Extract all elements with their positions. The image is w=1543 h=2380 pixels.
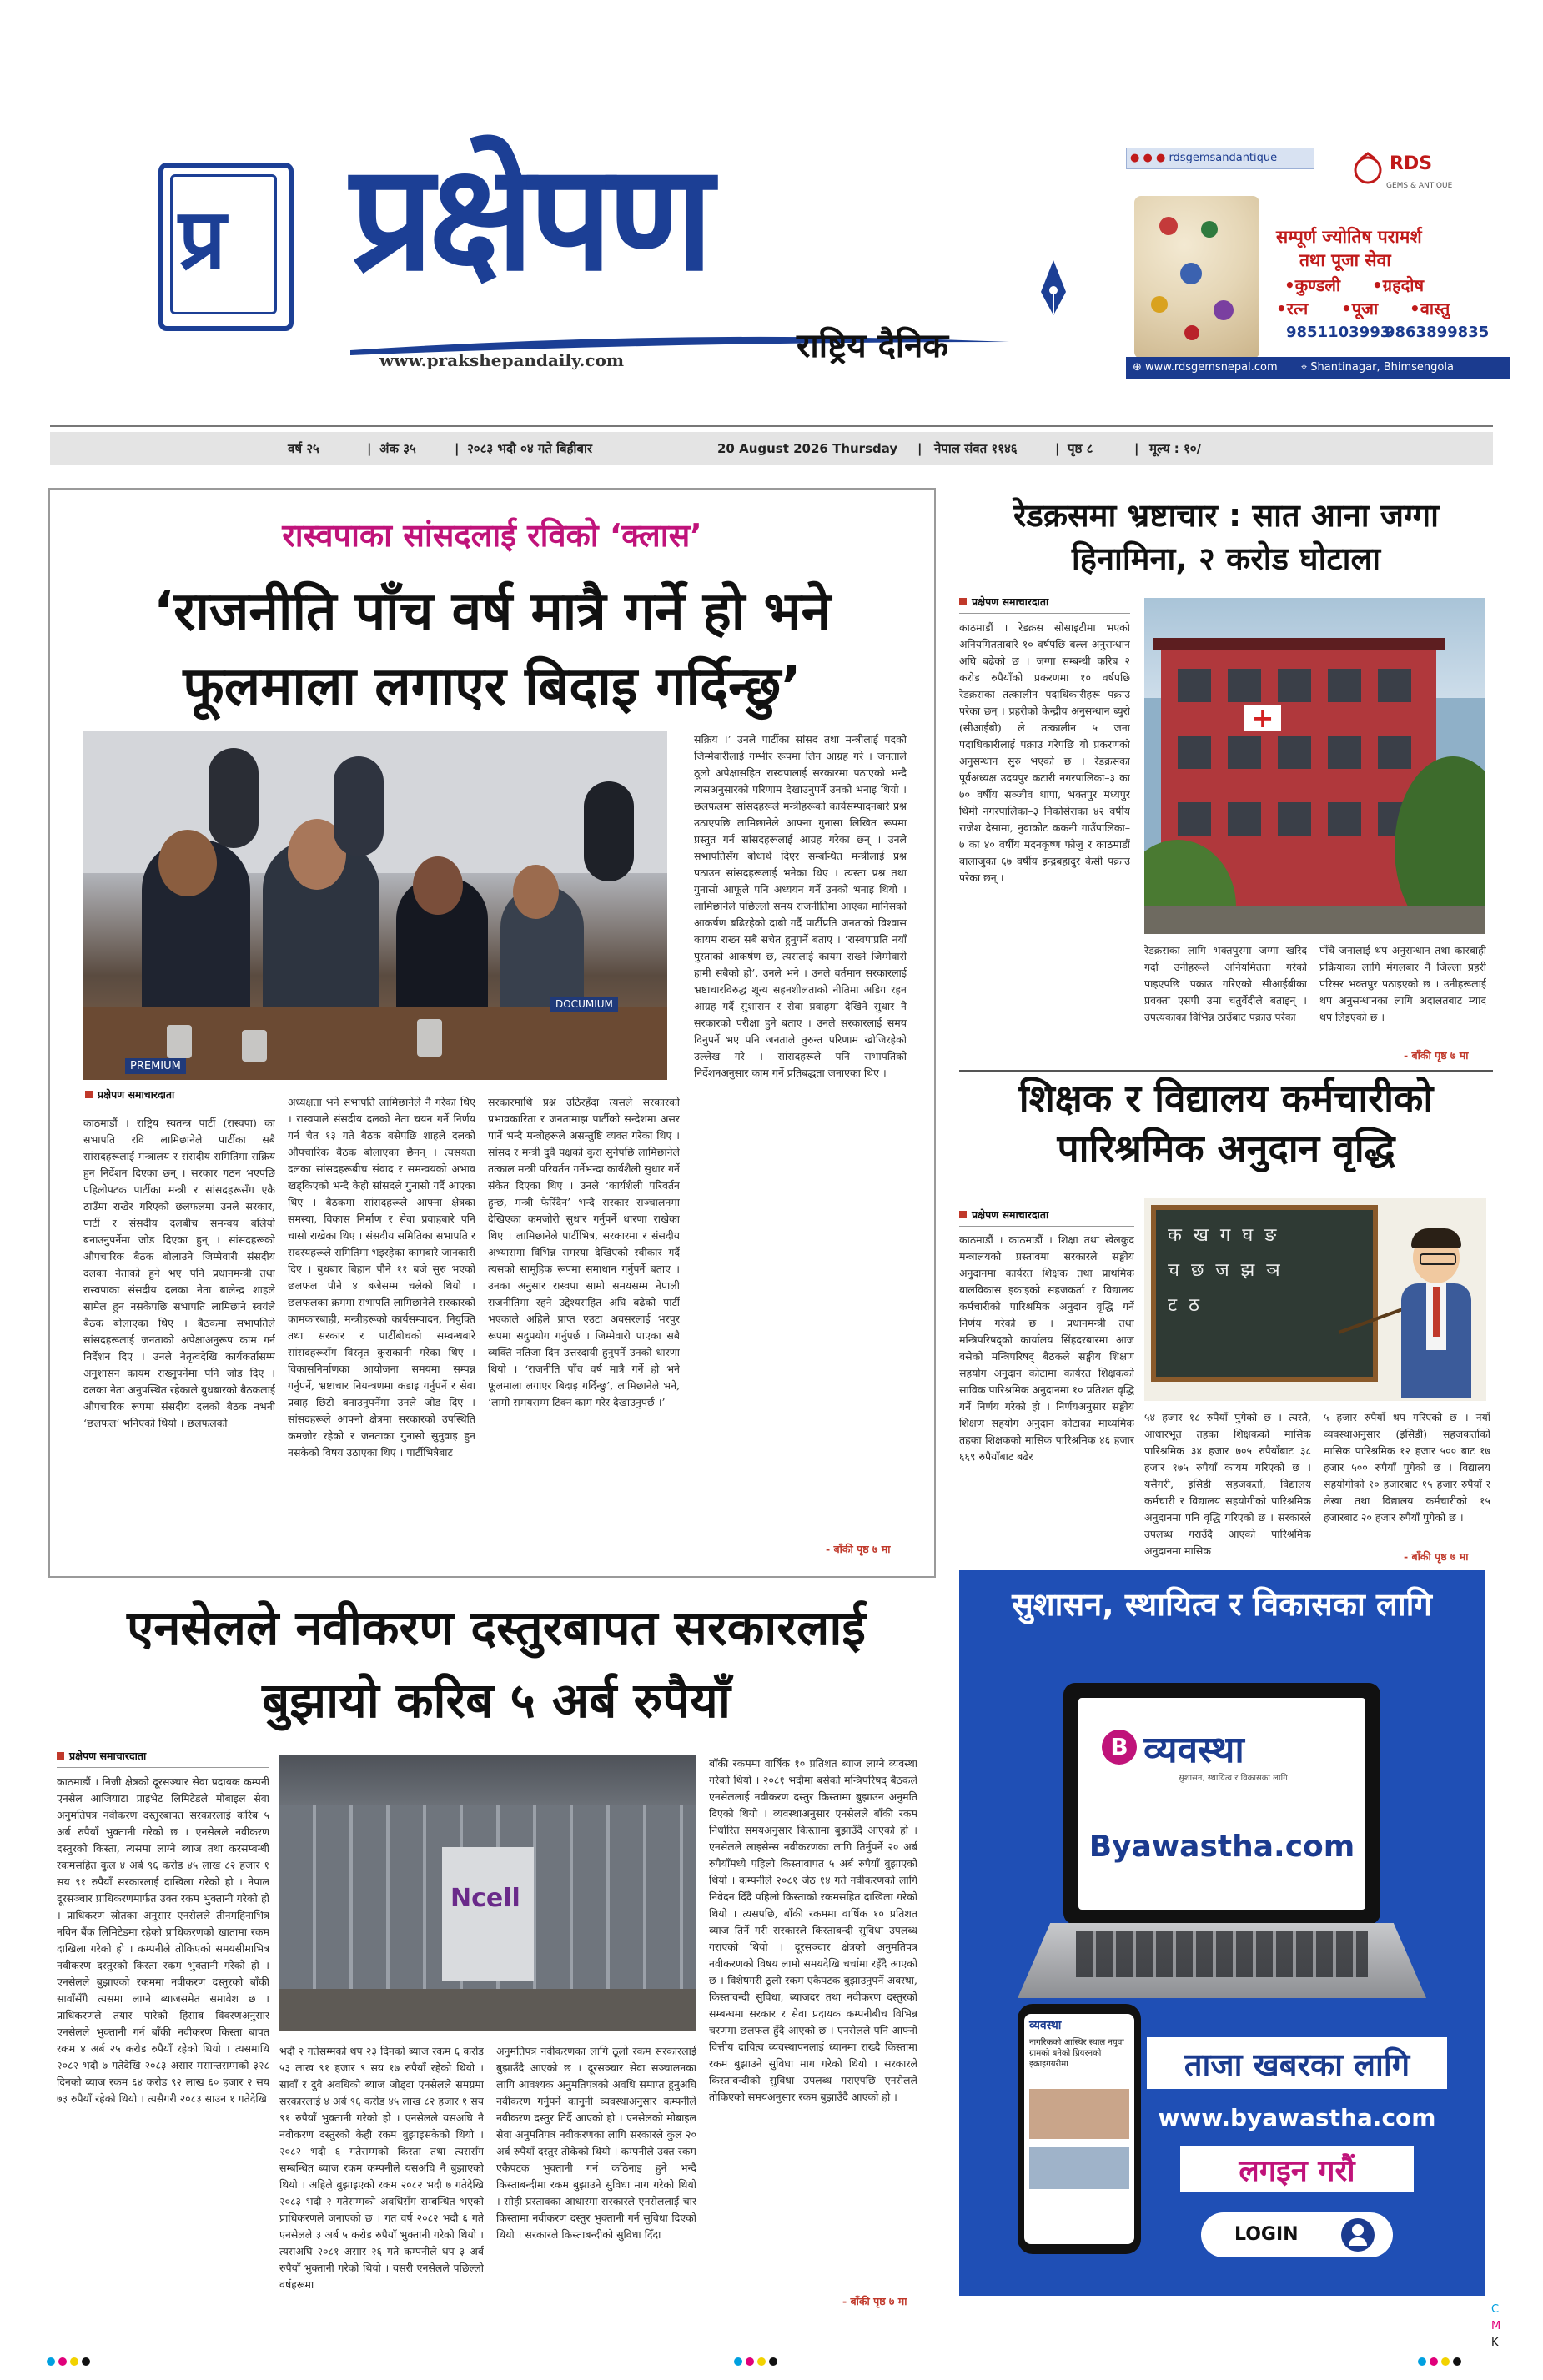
dateline-sep: | (1134, 441, 1139, 456)
cta-box-1 (1147, 2037, 1447, 2089)
ncell-byline: प्रक्षेपण समाचारदाता (57, 1749, 146, 1763)
ncell-sign-text: Ncell (450, 1884, 520, 1913)
teacher-tie (1433, 1287, 1440, 1337)
redcross-continued[interactable]: - बाँकी पृष्ठ ७ मा (1404, 1049, 1469, 1062)
color-dot (1418, 2357, 1426, 2366)
dateline-top-rule (50, 425, 1493, 427)
ncell-photo (279, 1755, 696, 2031)
photo-person (413, 856, 463, 915)
redcross-byline-rule (959, 613, 1130, 614)
dateline-issue: अंक ३५ (379, 441, 416, 456)
cmk-c: C (1491, 2303, 1500, 2316)
byawastha-brand-sub: सुशासन, स्थायित्व र विकासका लागि (1179, 1774, 1288, 1783)
gems-headline-1: सम्पूर्ण ज्योतिष परामर्श (1276, 227, 1422, 247)
gems-headline-2: तथा पूजा सेवा (1299, 250, 1391, 270)
cmk-mark (1491, 2302, 1500, 2352)
gems-service-3: •रत्न (1276, 299, 1309, 319)
photo-window-row (1178, 669, 1420, 702)
gems-service-1: •कुण्डली (1284, 275, 1341, 295)
teacher-hair (1411, 1228, 1461, 1248)
phone-article-image (1029, 2089, 1129, 2139)
phone-article-image (1029, 2147, 1129, 2189)
ncell-column-1: काठमाडौं । निजी क्षेत्रको दूरसञ्चार सेवा प्रदायक कम्पनी एनसेल आजियाटा प्राइभेट लिमिटेडले मोबाइल सेवा अनुमतिपत्र नवीकरण दस्तुरबापत सरकारलाई करिब ५ अर्ब रुपैयाँ भुक्तानी गरेको छ । एनसेलले नवीकरण दस्तुरको किस्ता, त्यसमा लाग्ने ब्याज तथा करसम्बन्धी रकमसहित कुल ४ अर्ब ९६ करोड ४५ लाख ८२ हजार १ सय ९१ रुपैयाँ सरकारलाई दाखिला गरेको हो । नेपाल दूरसञ्चार प्राधिकरणमार्फत उक्त रकम भुक्तानी गरेको हो । प्राधिकरण स्रोतका अनुसार एनसेलले तीनमहिनाभित्र नविन बैंक लिमिटेडमा रहेको प्राधिकरणको खातामा रकम दाखिला गरेको हो । कम्पनीले तोकिएको समयसीमाभित्र नवीकरण दस्तुरको किस्ता रकम भुक्तानी गरेको हो । एनसेलले बुझाएको रकममा नवीकरण दस्तुरको बाँकी सावाँसँगै त्यसमा लाग्ने ब्याजसमेत समावेश छ । प्राधिकरणले तयार पारेको हिसाब विवरणअनुसार एनसेलले भुक्तानी गर्न बाँकी नवीकरण किस्ता बापत रकम ४ अर्ब २५ करोड रुपैयाँ रहेको थियो । त्यसमाथि २०८२ भदौ ७ गतेदेखि २०८३ असार मसान्तसम्मको ३२८ दिनको ब्याज रकम ६४ करोड ९२ लाख ६० हजार २ सय ७३ रुपैयाँ रहेको थियो । त्यसैगरी २०८३ साउन १ गतेदेखि (57, 1775, 269, 2105)
color-dot (1441, 2357, 1450, 2366)
gem-stone (1201, 221, 1218, 238)
photo-roof (1153, 638, 1445, 650)
cta-text-1: ताजा खबरका लागि (1184, 2046, 1410, 2083)
masthead-website[interactable]: www.prakshepandaily.com (379, 350, 625, 370)
gems-phone-2[interactable]: 9863899835 (1385, 324, 1490, 341)
dateline-english-date: 20 August 2026 Thursday (717, 441, 898, 456)
photo-glass (417, 1019, 442, 1057)
color-dot (58, 2357, 67, 2366)
teachers-column-3: ५ हजार रुपैयाँ थप गरिएको छ । नयाँ व्यवस्थाअनुसार (इसिडी) सहजकर्ताको मासिक पारिश्रमिक १२ हजार ५०० बाट १७ हजार ५०० रुपैयाँ पुगेको छ । विद्यालय सहयोगीको १० हजारबाट १५ हजार रुपैयाँ र लेखा तथा विद्यालय कर्मचारीको १५ हजारबाट २० हजार रुपैयाँ पुगेको छ । (1324, 1411, 1490, 1524)
chalkboard-row-2: च छ ज झ ञ (1168, 1260, 1280, 1281)
gems-service-2: •ग्रहदोष (1372, 275, 1425, 295)
dateline-nepal-sambat: नेपाल संवत ११४६ (934, 441, 1018, 456)
redcross-column-1: काठमाडौं । रेडक्रस सोसाइटीमा भएको अनियमितताबारे १० वर्षपछि बल्ल अनुसन्धान अघि बढेको छ । जग्गा सम्बन्धी करिब २ करोड रुपैयाँको प्रकरणमा १० वर्षपछि रेडक्रसका तत्कालीन पदाधिकारीहरू पक्राउ परेका छन् । प्रहरीको केन्द्रीय अनुसन्धान ब्युरो (सीआईबी) ले तत्कालीन ५ जना पदाधिकारीलाई पक्राउ गरेपछि यो प्रकरणको अनुसन्धान सुरु भएको छ । रेडक्रसका पूर्वअध्यक्ष उदयपुर कटारी नगरपालिका–३ का ७० वर्षीय सञ्जीव थापा, भक्तपुर मध्यपुर थिमी नगरपालिका–३ निकोसेराका ४२ वर्षीय राजेश देसामा, नुवाकोट ककनी गाउँपालिका–७ का ४० वर्षीय मदनकृष्ण फोजु र काठमाडौं बालाजुका ६७ वर्षीय इन्द्रबहादुर केसी पक्राउ परेका छन् । (959, 621, 1130, 884)
pen-nib-icon (1038, 259, 1068, 317)
gems-service-4: •पूजा (1341, 299, 1379, 319)
photo-canopy (279, 1755, 696, 1805)
lead-byline: प्रक्षेपण समाचारदाता (85, 1087, 174, 1102)
gems-photo (1134, 196, 1259, 359)
lead-kicker: रास्वपाका सांसदलाई रविको ‘क्लास’ (282, 517, 702, 554)
photo-label-premium: PREMIUM (125, 1058, 186, 1074)
gem-stone (1184, 325, 1199, 340)
redcross-headline-1: रेडक्रसमा भ्रष्टाचार : सात आना जग्गा (1013, 497, 1439, 534)
red-cross-symbol: + (1251, 702, 1274, 734)
photo-glass (242, 1030, 267, 1062)
user-icon (1341, 2218, 1375, 2252)
redcross-story (959, 488, 1501, 1063)
dateline-sep: | (367, 441, 372, 456)
red-cross-sign (1244, 702, 1281, 734)
gems-service-5: •वास्तु (1410, 299, 1450, 319)
teacher-glasses (1420, 1253, 1456, 1265)
logo-emblem (158, 163, 294, 331)
color-dot (70, 2357, 78, 2366)
redcross-headline-2: हिनामिना, २ करोड घोटाला (1071, 540, 1381, 577)
dateline-bar (50, 432, 1493, 465)
phone-mockup (1018, 2004, 1141, 2254)
photo-ground (279, 1989, 696, 2031)
color-dot (769, 2357, 777, 2366)
color-dot (757, 2357, 766, 2366)
lead-story (48, 488, 936, 1578)
dateline-sep: | (455, 441, 460, 456)
dateline-page: पृष्ठ ८ (1068, 441, 1093, 456)
photo-glass (167, 1025, 192, 1058)
gem-stone (1180, 263, 1202, 284)
user-icon-head (1352, 2224, 1364, 2236)
lead-headline-2: फूलमाला लगाएर बिदाइ गर्दिन्छु’ (183, 656, 802, 718)
laptop-display (1078, 1698, 1365, 1910)
cta-text-2: लगइन गरौं (1239, 2154, 1355, 2188)
gems-logo (1351, 148, 1451, 198)
lead-column-3: सरकारमाथि प्रश्न उठिरहँदा त्यसले सरकारको प्रभावकारिता र जनतामाझ पार्टीको सन्देशमा असर पार्ने भन्दै मन्त्रीहरूले असन्तुष्टि व्यक्त गरेका थिए । सांसद र मन्त्री दुवै पक्षको कुरा सुनेपछि लामिछानेले तत्काल मन्त्री परिवर्तन गर्नेभन्दा कार्यशैली सुधार गर्ने संकेत दिएका थिए । उनले ‘कार्यशैली परिवर्तन हुन्छ, मन्त्री फेरिँदैन’ भन्दै सरकार सञ्चालनमा देखिएका कमजोरी सुधार गर्नुपर्ने धारणा राखेका थिए । लामिछानेले पार्टीभित्र, सरकारमा र संसदीय अभ्यासमा विभिन्न समस्या देखिएको स्वीकार गर्दै त्यसको सामूहिक रूपमा समाधान गर्नुपर्ने बताए । उनका अनुसार रास्वपा सामो समयसम्म नेपाली राजनीतिमा रहने उद्देश्यसहित अघि बढेको पार्टी भएकाले अहिले प्राप्त एउटा अवसरलाई भरपुर रूपमा सदुपयोग गर्नुपर्छ । जिम्मेवारी पाएका सबै व्यक्ति नतिजा दिन उत्तरदायी हुनुपर्ने उनको धारणा थियो । ‘राजनीति पाँच वर्ष मात्रै गर्ने हो भने फूलमाला लगाएर बिदाइ गर्दिन्छु’, लामिछानेले भने, ‘लामो समयसम्म टिक्न काम गरेर देखाउनुपर्छ ।’ (488, 1096, 680, 1408)
phone-header: व्यवस्था (1029, 2019, 1062, 2032)
masthead-tagline: राष्ट्रिय दैनिक (797, 327, 949, 365)
ncell-byline-rule (57, 1767, 269, 1768)
photo-person (334, 756, 384, 856)
teachers-headline-1: शिक्षक र विद्यालय कर्मचारीको (1018, 1076, 1434, 1121)
cmk-k: K (1491, 2337, 1499, 2349)
gems-logo-mark: RDS (1390, 153, 1433, 174)
ncell-headline-1: एनसेलले नवीकरण दस्तुरबापत सरकारलाई (127, 1599, 866, 1656)
photo-person (513, 865, 559, 919)
login-label[interactable]: LOGIN (1234, 2224, 1299, 2245)
lead-column-4: सक्रिय ।’ उनले पार्टीका सांसद तथा मन्त्रीलाई पदको जिम्मेवारीलाई गम्भीर रूपमा लिन आग्रह गरे । जनताले ठूलो अपेक्षासहित रास्वपालाई सरकारमा पठाएको भन्दै त्यसअनुसारको परिणाम देखाउनुपर्ने उनको भनाइ थियो । छलफलमा सांसदहरूले मन्त्रीहरूको कार्यसम्पादनबारे प्रश्न उठाएपछि लामिछानेले आफ्ना गुनासा लिखित रूपमा प्रस्तुत गर्न सांसदहरूलाई आग्रह गरेका छन् । उनले सभापतिसँग बोधार्थ दिएर सम्बन्धित मन्त्रीलाई प्रश्न पठाउन सांसदहरूलाई भनेका थिए । त्यस्ता प्रश्न तथा गुनासो आफूले पनि अध्ययन गर्ने उनको भनाइ थियो । लामिछानेले पछिल्लो समय राजनीतिमा आएका मानिसको आकर्षण बढिरहेको दाबी गर्दै पार्टीप्रति जनताको विश्वास कायम राख्न सबै सचेत हुनुपर्ने बताए । ‘रास्वपाप्रति नयाँ पुस्ताको आकर्षण छ, त्यसलाई कायम राख्ने जिम्मेवारी हामी सबैको हो’, उनले भने । उनले वर्तमान सरकारलाई भ्रष्टाचारविरुद्ध शून्य सहनशीलताको नीतिमा अडिग रहन आग्रह गर्दै सुशासन र सेवा प्रवाहमा देखिने सुधार नै सरकारको परीक्षा हुने बताए । उनले सरकारलाई समय दिनुपर्ने भए पनि जनताले तुरुन्त परिणाम खोजिरहेको उल्लेख गरे । सांसदहरूले पनि सभापतिको निर्देशनअनुसार काम गर्ने प्रतिबद्धता जनाएका थिए । (694, 733, 907, 1079)
registration-mark-right (1418, 2353, 1465, 2369)
laptop-keys (1076, 1931, 1368, 1977)
color-dot (1453, 2357, 1461, 2366)
teachers-column-1: काठमाडौं । काठमाडौं । शिक्षा तथा खेलकुद मन्त्रालयको प्रस्तावमा सरकारले सङ्घीय अनुदानमा कार्यरत शिक्षक तथा प्राथमिक बालविकास इकाइको सहजकर्ता र विद्यालय कर्मचारीको पारिश्रमिक अनुदान वृद्धि गर्ने निर्णय गरेको छ । प्रधानमन्त्री तथा मन्त्रिपरिषद्को कार्यालय सिंहदरबारमा आज बसेको मन्त्रिपरिषद् बैठकले सङ्घीय शिक्षण सहयोग अनुदान कोटामा कार्यरत शिक्षकको साविक पारिश्रमिक अनुदानमा १० प्रतिशत वृद्धि गर्ने निर्णय गरेको हो । निर्णयअनुसार सङ्घीय शिक्षण सहयोग अनुदान कोटाका माध्यमिक तहका शिक्षकको मासिक पारिश्रमिक ४६ हजार ६६९ रुपैयाँबाट बढेर (959, 1233, 1134, 1463)
teachers-illustration (1144, 1198, 1486, 1401)
teacher-figure (1395, 1232, 1478, 1398)
ncell-sign-panel (442, 1847, 534, 1981)
redcross-column-2: रेडक्रसका लागि भक्तपुरमा जग्गा खरिद गर्दा उनीहरूले अनियमितता गरेको पाइएपछि पक्राउ गरिएको सीआईबीका प्रवक्ता एसपी उमा चतुर्वेदीले बताइन् । उपत्यकाका विभिन्न ठाउँबाट पक्राउ परेका (1144, 944, 1307, 1023)
byawastha-site[interactable]: www.byawastha.com (1158, 2104, 1436, 2131)
lead-continued[interactable]: - बाँकी पृष्ठ ७ मा (826, 1543, 891, 1555)
chalkboard-row-1: क ख ग घ ङ (1168, 1225, 1277, 1246)
color-dot (734, 2357, 742, 2366)
color-dot (746, 2357, 754, 2366)
photo-person (209, 748, 259, 848)
cmk-m: M (1491, 2320, 1501, 2332)
teachers-byline: प्रक्षेपण समाचारदाता (959, 1208, 1048, 1222)
location-icon: ⌖ (1300, 361, 1311, 374)
byawastha-banner: सुशासन, स्थायित्व र विकासका लागि (1012, 1586, 1432, 1623)
logo-letter: प्र (178, 190, 226, 288)
phone-screen (1024, 2014, 1134, 2244)
gems-brand-sub: GEMS & ANTIQUE (1386, 182, 1453, 190)
lead-column-2: अध्यक्षता भने सभापति लामिछानेले नै गरेका थिए । रास्वपाले संसदीय दलको नेता चयन गर्ने निर्णय गर्न चैत १३ गते बैठक बसेपछि शाहले दलको औपचारिक बैठक बोलाएका छैनन् । त्यसयता दलका सांसदहरूबीच संवाद र समन्वयको अभाव खड्किएको भन्दै केही सांसदले गुनासो गर्दै आएका थिए । बैठकमा सांसदहरूले आफ्ना क्षेत्रका समस्या, विकास निर्माण र सेवा प्रवाहबारे पनि चासो राखेका थिए । संसदीय समितिका सभापति र सदस्यहरूले समितिमा भइरहेका कामबारे जानकारी दिए । बुधबार बिहान पौने ११ बजे सुरु भएको छलफल पौने ४ बजेसम्म चलेको थियो । छलफलका क्रममा सभापति लामिछानेले सरकारको कामकारबाही, मन्त्रीहरूको कार्यसम्पादन, नियुक्ति तथा सरकार र पार्टीबीचको सम्बन्धबारे सांसदहरूसँग विस्तृत कुराकानी गरेका थिए । विकासनिर्माणका आयोजना समयमा सम्पन्न गर्नुपर्ने, भ्रष्टाचार नियन्त्रणमा कडाइ गर्नुपर्ने र सेवा प्रवाह छिटो बनाउनुपर्नेमा उनले जोड दिए । सांसदहरूले आफ्नो क्षेत्रमा सरकारको उपस्थिति कमजोर रहेको र जनताका गुनासो सुनुवाइ हुन नसकेको विषय उठाएका थिए । पार्टीभित्रैबाट (288, 1096, 475, 1459)
lead-column-1: काठमाडौं । राष्ट्रिय स्वतन्त्र पार्टी (रास्वपा) का सभापति रवि लामिछानेले पार्टीका सबै सांसदहरूलाई मन्त्रालय र संसदीय समितिमा सक्रिय हुन निर्देशन दिएका छन् । सरकार गठन भएपछि पहिलोपटक पार्टीका मन्त्री र सांसदहरूसँग एकै ठाउँमा राखेर गरिएको छलफलमा उनले सरकार, पार्टी र संसदीय दलबीच समन्वय बलियो बनाउनुपर्नेमा जोड दिएका हुन् । सांसदहरूको औपचारिक बैठक बोलाउने जिम्मेवारी संसदीय दलका नेताको हुने भए पनि प्रधानमन्त्री तथा रास्वपाका संसदीय दलका नेता बालेन्द्र शाहले सामेल हुन नसकेपछि सभापति लामिछाने स्वयंले बैठक बोलाएका थिए । बैठकमा सभापतिले सांसदहरूलाई जनताको अपेक्षाअनुरूप काम गर्न निर्देशन दिए । उनले नेतृत्वदेखि कार्यकर्तासम्म अनुशासन कायम राख्नुपर्नेमा पनि जोड दिए । दलका नेता अनुपस्थित रहेकाले बुधबारको बैठकलाई औपचारिक रूपमा संसदीय दलको बैठक नभनी ‘छलफल’ भनिएको थियो । छलफलको (83, 1117, 275, 1429)
color-dot (1430, 2357, 1438, 2366)
gems-site[interactable]: www.rdsgemsnepal.com (1145, 361, 1278, 374)
laptop-screen (1063, 1683, 1380, 1925)
teachers-column-2: ५४ हजार १८ रुपैयाँ पुगेको छ । त्यस्तै, आधारभूत तहका शिक्षकको मासिक पारिश्रमिक ३४ हजार ७०५ रुपैयाँबाट ३८ हजार १७५ रुपैयाँ कायम गरिएको छ । यसैगरी, इसिडी सहजकर्ता, विद्यालय कर्मचारी र विद्यालय सहयोगीको पारिश्रमिक अनुदानमा पनि वृद्धि गरिएको छ । सरकारले उपलब्ध गराउँदै आएको पारिश्रमिक अनुदानमा मासिक (1144, 1411, 1311, 1557)
color-dot (47, 2357, 55, 2366)
login-button[interactable] (1201, 2212, 1393, 2257)
photo-label-documium: DOCUMIUM (550, 997, 618, 1012)
photo-window-row (1178, 736, 1420, 769)
gems-address: Shantinagar, Bhimsengola (1310, 361, 1454, 374)
ncell-headline-2: बुझायो करिब ५ अर्ब रुपैयाँ (262, 1672, 731, 1729)
byawastha-logo-icon: B (1102, 1730, 1137, 1765)
gems-footer (1126, 357, 1510, 379)
ncell-column-4: बाँकी रकममा वार्षिक १० प्रतिशत ब्याज लाग्ने व्यवस्था गरेको थियो । २०८१ भदौमा बसेको मन्त्रिपरिषद् बैठकले एनसेललाई नवीकरण दस्तुर किस्तामा बुझाउन अनुमति दिएको थियो । व्यवस्थाअनुसार एनसेलले बाँकी रकम निर्धारित समयअनुसार किस्तामा बुझाउँदै आएको हो । एनसेलले लाइसेन्स नवीकरणका लागि तिर्नुपर्ने २० अर्ब रुपैयाँमध्ये पहिलो किस्तावापत ५ अर्ब रुपैयाँ बुझाएको थियो । कम्पनीले २०८१ जेठ १४ गते नवीकरणको लागि निवेदन दिँदै पहिलो किस्ताको रकमसहित दाखिला गरेको थियो । त्यसपछि, बाँकी रकममा वार्षिक १० प्रतिशत ब्याज तिर्ने गरी सरकारले किस्ताबन्दी सुविधा उपलब्ध गराएको थियो । दूरसञ्चार क्षेत्रको अनुमतिपत्र नवीकरणको विषय लामो समयदेखि चर्चामा रहँदै आएको छ । विशेषगरी ठूलो रकम एकैपटक बुझाउनुपर्ने अवस्था, किस्तावन्दी सुविधा, ब्याजदर तथा नवीकरण दस्तुरको सम्बन्धमा सरकार र सेवा प्रदायक कम्पनीबीच विभिन्न चरणमा छलफल हुँदै आएको छ । एनसेलले पनि आफ्नो वित्तीय दायित्व व्यवस्थापनलाई ध्यानमा राख्दै किस्तामा रकम बुझाउने सुविधा माग गरेको थियो । सरकारले किस्तावन्दीको सुविधा उपलब्ध गराएपछि एनसेलले तोकिएको समयअनुसार रकम बुझाउँदै आएको हो । (709, 1757, 917, 2103)
lead-photo (83, 731, 667, 1080)
teachers-headline-2: पारिश्रमिक अनुदान वृद्धि (1057, 1126, 1395, 1171)
gem-stone (1151, 296, 1168, 313)
chalkboard (1151, 1205, 1378, 1382)
byawastha-brand: व्यवस्था (1143, 1729, 1244, 1771)
social-icons: ● ● ● (1130, 152, 1169, 164)
cta-box-2 (1180, 2146, 1414, 2192)
ncell-story (50, 1589, 942, 2322)
redcross-photo (1144, 598, 1485, 934)
redcross-byline: प्रक्षेपण समाचारदाता (959, 595, 1048, 609)
phone-article-text: नागरिकको आस्थिर स्थाल नयुवा ग्रामको बनेको प्रियरनको इकाइगयरीमा (1029, 2038, 1124, 2069)
dateline-nepali-date: २०८३ भदौ ०४ गते बिहीबार (467, 441, 592, 456)
lead-headline-1: ‘राजनीति पाँच वर्ष मात्रै गर्ने हो भने (153, 581, 832, 643)
dateline-volume: वर्ष २५ (288, 441, 319, 456)
social-handle: rdsgemsandantique (1169, 152, 1278, 164)
ncell-column-2: भदौ २ गतेसम्मको थप २३ दिनको ब्याज रकम ६ करोड ५३ लाख ९१ हजार ९ सय १७ रुपैयाँ रहेको थियो । सावाँ र दुवै अवधिको ब्याज जोड्दा एनसेलले समग्रमा सरकारलाई ४ अर्ब ९६ करोड ४५ लाख ८२ हजार १ सय ९१ रुपैयाँ भुक्तानी गरेको हो । एनसेलले यसअघि नै नवीकरण दस्तुरको केही रकम बुझाइसकेको थियो । २०८२ भदौ ६ गतेसम्मको किस्ता तथा त्यससँग सम्बन्धित ब्याज रकम कम्पनीले यसअघि नै बुझाएको थियो । अहिले बुझाइएको रकम २०८२ भदौ ७ गतेदेखि २०८३ भदौ २ गतेसम्मको अवधिसँग सम्बन्धित भएको प्राधिकरणले जनाएको छ । गत वर्ष २०८२ भदौ ६ गते एनसेलले ३ अर्ब ५ करोड रुपैयाँ भुक्तानी गरेको थियो । त्यसअघि २०८१ असार २६ गते कम्पनीले थप ३ अर्ब रुपैयाँ भुक्तानी गरेको थियो । यसरी एनसेलले पछिल्लो वर्षहरूमा (279, 2045, 484, 2291)
teachers-story (959, 1072, 1501, 1589)
dateline-price: मूल्य : १०/ (1149, 441, 1202, 456)
masthead (150, 125, 1084, 392)
registration-mark-center (734, 2353, 781, 2369)
chalkboard-row-3: ट ठ (1168, 1295, 1199, 1316)
photo-person (158, 830, 217, 896)
photo-ground (1144, 906, 1485, 934)
ncell-column-3: अनुमतिपत्र नवीकरणका लागि ठूलो रकम सरकारलाई बुझाउँदै आएको छ । दूरसञ्चार सेवा सञ्चालनका लागि आवश्यक अनुमतिपत्रको अवधि समाप्त हुनुअघि नवीकरण गर्नुपर्ने कानुनी व्यवस्थाअनुसार कम्पनीले नवीकरण दस्तुर तिर्दै आएको हो । एनसेलको मोबाइल सेवा अनुमतिपत्र नवीकरणका लागि सरकारले कुल २० अर्ब रुपैयाँ दस्तुर तोकेको थियो । कम्पनीले उक्त रकम एकैपटक भुक्तानी गर्न कठिनाइ हुने भन्दै किस्ताबन्दीमा रकम बुझाउने सुविधा माग गरेको थियो । सोही प्रस्तावका आधारमा सरकारले एनसेललाई चार किस्तामा नवीकरण दस्तुर भुक्तानी गर्न सुविधा दिएको थियो । सरकारले किस्ताबन्दीको सुविधा दिँदा (496, 2045, 696, 2241)
user-icon-body (1349, 2237, 1367, 2246)
photo-window-row (1178, 802, 1420, 836)
teachers-continued[interactable]: - बाँकी पृष्ठ ७ मा (1404, 1550, 1469, 1563)
byawastha-domain[interactable]: Byawastha.com (1088, 1830, 1355, 1864)
gems-phone-1[interactable]: 9851103993 (1286, 324, 1391, 341)
teachers-byline-rule (959, 1226, 1134, 1227)
laptop-keyboard (1018, 1923, 1426, 1998)
photo-person (584, 781, 634, 881)
redcross-column-3: पाँचै जनालाई थप अनुसन्धान तथा कारबाही प्रक्रियाका लागि मंगलबार नै जिल्ला प्रहरी परिसर भक्तपुर पठाइएको छ । उनीहरूलाई थप अनुसन्धानका लागि अदालतबाट म्याद थप लिइएको छ । (1319, 944, 1486, 1023)
gem-stone (1159, 217, 1178, 235)
gem-stone (1214, 300, 1234, 320)
dateline-sep: | (917, 441, 922, 456)
color-dot (82, 2357, 90, 2366)
dateline-sep: | (1055, 441, 1060, 456)
ncell-continued[interactable]: - बाँकी पृष्ठ ७ मा (842, 2295, 907, 2307)
registration-mark-left (47, 2353, 93, 2369)
globe-icon: ⊕ (1133, 361, 1146, 374)
masthead-title: प्रक्षेपण (350, 133, 709, 304)
byawastha-ad[interactable] (959, 1570, 1485, 2296)
